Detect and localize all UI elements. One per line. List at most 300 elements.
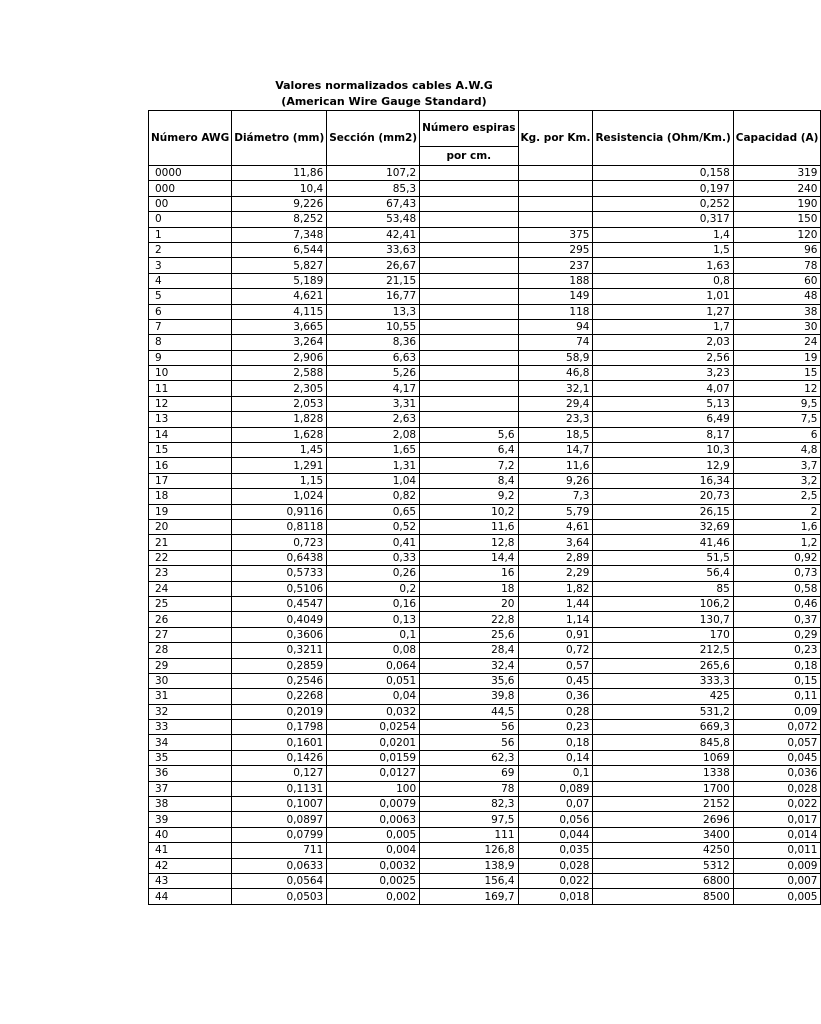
awg-cell: 14 <box>149 427 232 442</box>
seccion-cell: 4,17 <box>327 381 420 396</box>
diametro-cell: 711 <box>232 843 327 858</box>
capacidad-cell: 120 <box>733 227 821 242</box>
resistencia-cell: 1,27 <box>593 304 733 319</box>
espiras-cell: 126,8 <box>420 843 518 858</box>
seccion-cell: 0,1 <box>327 627 420 642</box>
seccion-cell: 1,65 <box>327 443 420 458</box>
espiras-cell: 97,5 <box>420 812 518 827</box>
kg-cell <box>518 196 593 211</box>
awg-cell: 38 <box>149 797 232 812</box>
capacidad-cell: 190 <box>733 196 821 211</box>
table-row <box>149 873 821 888</box>
awg-cell: 29 <box>149 658 232 673</box>
diametro-cell: 0,3211 <box>232 643 327 658</box>
capacidad-cell: 150 <box>733 212 821 227</box>
capacidad-cell: 2 <box>733 504 821 519</box>
table-row <box>149 535 821 550</box>
diametro-cell: 0,4547 <box>232 596 327 611</box>
awg-cell: 000 <box>149 181 232 196</box>
resistencia-cell: 1338 <box>593 766 733 781</box>
resistencia-cell: 2,56 <box>593 350 733 365</box>
awg-cell: 20 <box>149 519 232 534</box>
kg-cell: 0,028 <box>518 858 593 873</box>
seccion-cell: 16,77 <box>327 289 420 304</box>
capacidad-cell: 0,009 <box>733 858 821 873</box>
table-row <box>149 797 821 812</box>
capacidad-cell: 30 <box>733 319 821 334</box>
seccion-cell: 33,63 <box>327 242 420 257</box>
diametro-cell: 4,621 <box>232 289 327 304</box>
resistencia-cell: 5,13 <box>593 396 733 411</box>
awg-cell: 10 <box>149 366 232 381</box>
seccion-cell: 2,08 <box>327 427 420 442</box>
diametro-cell: 0,0897 <box>232 812 327 827</box>
capacidad-cell: 0,23 <box>733 643 821 658</box>
diametro-cell: 0,2019 <box>232 704 327 719</box>
diametro-cell: 0,4049 <box>232 612 327 627</box>
espiras-cell: 12,8 <box>420 535 518 550</box>
header-espiras-unit: por cm. <box>420 147 518 166</box>
awg-cell: 4 <box>149 273 232 288</box>
espiras-cell <box>420 196 518 211</box>
seccion-cell: 42,41 <box>327 227 420 242</box>
diametro-cell: 1,15 <box>232 473 327 488</box>
resistencia-cell: 85 <box>593 581 733 596</box>
resistencia-cell: 1,5 <box>593 242 733 257</box>
header-espiras: Número espiras <box>420 111 518 147</box>
resistencia-cell: 531,2 <box>593 704 733 719</box>
capacidad-cell: 0,18 <box>733 658 821 673</box>
kg-cell: 0,45 <box>518 673 593 688</box>
awg-cell: 35 <box>149 750 232 765</box>
diametro-cell: 0,1131 <box>232 781 327 796</box>
table-row <box>149 643 821 658</box>
kg-cell: 188 <box>518 273 593 288</box>
resistencia-cell: 2152 <box>593 797 733 812</box>
kg-cell: 74 <box>518 335 593 350</box>
awg-cell: 6 <box>149 304 232 319</box>
resistencia-cell: 20,73 <box>593 489 733 504</box>
awg-cell: 28 <box>149 643 232 658</box>
table-row <box>149 889 821 904</box>
kg-cell: 14,7 <box>518 443 593 458</box>
capacidad-cell: 12 <box>733 381 821 396</box>
diametro-cell: 1,024 <box>232 489 327 504</box>
seccion-cell: 8,36 <box>327 335 420 350</box>
capacidad-cell: 19 <box>733 350 821 365</box>
resistencia-cell: 265,6 <box>593 658 733 673</box>
capacidad-cell: 3,2 <box>733 473 821 488</box>
awg-cell: 43 <box>149 873 232 888</box>
espiras-cell: 18 <box>420 581 518 596</box>
seccion-cell: 0,0127 <box>327 766 420 781</box>
diametro-cell: 3,665 <box>232 319 327 334</box>
kg-cell: 0,056 <box>518 812 593 827</box>
seccion-cell: 0,08 <box>327 643 420 658</box>
capacidad-cell: 9,5 <box>733 396 821 411</box>
seccion-cell: 0,0032 <box>327 858 420 873</box>
espiras-cell: 28,4 <box>420 643 518 658</box>
seccion-cell: 0,064 <box>327 658 420 673</box>
espiras-cell: 7,2 <box>420 458 518 473</box>
table-row <box>149 596 821 611</box>
document-title <box>148 78 620 110</box>
table-row <box>149 612 821 627</box>
espiras-cell: 169,7 <box>420 889 518 904</box>
resistencia-cell: 1,63 <box>593 258 733 273</box>
seccion-cell: 0,004 <box>327 843 420 858</box>
diametro-cell: 2,588 <box>232 366 327 381</box>
capacidad-cell: 0,46 <box>733 596 821 611</box>
resistencia-cell: 6,49 <box>593 412 733 427</box>
resistencia-cell: 5312 <box>593 858 733 873</box>
table-row <box>149 166 821 181</box>
resistencia-cell: 26,15 <box>593 504 733 519</box>
awg-cell: 40 <box>149 827 232 842</box>
kg-cell: 118 <box>518 304 593 319</box>
diametro-cell: 0,3606 <box>232 627 327 642</box>
table-row <box>149 273 821 288</box>
kg-cell <box>518 181 593 196</box>
capacidad-cell: 0,73 <box>733 566 821 581</box>
espiras-cell: 16 <box>420 566 518 581</box>
awg-cell: 18 <box>149 489 232 504</box>
awg-cell: 24 <box>149 581 232 596</box>
capacidad-cell: 38 <box>733 304 821 319</box>
diametro-cell: 1,291 <box>232 458 327 473</box>
espiras-cell: 44,5 <box>420 704 518 719</box>
capacidad-cell: 0,017 <box>733 812 821 827</box>
seccion-cell: 100 <box>327 781 420 796</box>
resistencia-cell: 1,7 <box>593 319 733 334</box>
diametro-cell: 0,0564 <box>232 873 327 888</box>
capacidad-cell: 1,2 <box>733 535 821 550</box>
awg-cell: 11 <box>149 381 232 396</box>
awg-cell: 0000 <box>149 166 232 181</box>
kg-cell: 0,089 <box>518 781 593 796</box>
seccion-cell: 0,26 <box>327 566 420 581</box>
awg-cell: 36 <box>149 766 232 781</box>
diametro-cell: 0,723 <box>232 535 327 550</box>
table-row <box>149 181 821 196</box>
resistencia-cell: 8,17 <box>593 427 733 442</box>
diametro-cell: 0,1007 <box>232 797 327 812</box>
table-row <box>149 227 821 242</box>
kg-cell: 1,14 <box>518 612 593 627</box>
espiras-cell: 39,8 <box>420 689 518 704</box>
seccion-cell: 107,2 <box>327 166 420 181</box>
seccion-cell: 0,0201 <box>327 735 420 750</box>
seccion-cell: 0,0079 <box>327 797 420 812</box>
kg-cell: 94 <box>518 319 593 334</box>
diametro-cell: 0,2268 <box>232 689 327 704</box>
kg-cell: 0,07 <box>518 797 593 812</box>
table-row <box>149 258 821 273</box>
seccion-cell: 0,04 <box>327 689 420 704</box>
header-capacidad: Capacidad (A) <box>733 111 821 166</box>
espiras-cell: 9,2 <box>420 489 518 504</box>
diametro-cell: 8,252 <box>232 212 327 227</box>
espiras-cell <box>420 304 518 319</box>
capacidad-cell: 0,007 <box>733 873 821 888</box>
seccion-cell: 0,33 <box>327 550 420 565</box>
seccion-cell: 53,48 <box>327 212 420 227</box>
header-kg: Kg. por Km. <box>518 111 593 166</box>
diametro-cell: 0,1798 <box>232 720 327 735</box>
resistencia-cell: 32,69 <box>593 519 733 534</box>
awg-cell: 16 <box>149 458 232 473</box>
seccion-cell: 0,0063 <box>327 812 420 827</box>
resistencia-cell: 51,5 <box>593 550 733 565</box>
awg-cell: 26 <box>149 612 232 627</box>
kg-cell: 0,91 <box>518 627 593 642</box>
awg-cell: 17 <box>149 473 232 488</box>
seccion-cell: 0,52 <box>327 519 420 534</box>
resistencia-cell: 4,07 <box>593 381 733 396</box>
resistencia-cell: 10,3 <box>593 443 733 458</box>
awg-cell: 00 <box>149 196 232 211</box>
capacidad-cell: 6 <box>733 427 821 442</box>
espiras-cell: 32,4 <box>420 658 518 673</box>
espiras-cell <box>420 335 518 350</box>
header-seccion: Sección (mm2) <box>327 111 420 166</box>
capacidad-cell: 0,028 <box>733 781 821 796</box>
espiras-cell <box>420 181 518 196</box>
kg-cell: 18,5 <box>518 427 593 442</box>
capacidad-cell: 48 <box>733 289 821 304</box>
capacidad-cell: 0,057 <box>733 735 821 750</box>
capacidad-cell: 0,09 <box>733 704 821 719</box>
kg-cell: 1,44 <box>518 596 593 611</box>
resistencia-cell: 0,252 <box>593 196 733 211</box>
resistencia-cell: 106,2 <box>593 596 733 611</box>
capacidad-cell: 240 <box>733 181 821 196</box>
espiras-cell <box>420 412 518 427</box>
kg-cell: 1,82 <box>518 581 593 596</box>
diametro-cell: 0,2546 <box>232 673 327 688</box>
seccion-cell: 2,63 <box>327 412 420 427</box>
resistencia-cell: 1,4 <box>593 227 733 242</box>
diametro-cell: 0,0799 <box>232 827 327 842</box>
capacidad-cell: 0,022 <box>733 797 821 812</box>
espiras-cell: 10,2 <box>420 504 518 519</box>
resistencia-cell: 0,317 <box>593 212 733 227</box>
seccion-cell: 0,032 <box>327 704 420 719</box>
espiras-cell <box>420 366 518 381</box>
table-row <box>149 812 821 827</box>
espiras-cell <box>420 381 518 396</box>
kg-cell: 0,022 <box>518 873 593 888</box>
espiras-cell: 8,4 <box>420 473 518 488</box>
awg-cell: 30 <box>149 673 232 688</box>
table-row <box>149 658 821 673</box>
seccion-cell: 21,15 <box>327 273 420 288</box>
kg-cell: 0,018 <box>518 889 593 904</box>
espiras-cell: 11,6 <box>420 519 518 534</box>
kg-cell: 0,1 <box>518 766 593 781</box>
diametro-cell: 2,305 <box>232 381 327 396</box>
capacidad-cell: 2,5 <box>733 489 821 504</box>
diametro-cell: 5,827 <box>232 258 327 273</box>
table-row <box>149 473 821 488</box>
resistencia-cell: 845,8 <box>593 735 733 750</box>
seccion-cell: 0,005 <box>327 827 420 842</box>
capacidad-cell: 319 <box>733 166 821 181</box>
espiras-cell <box>420 273 518 288</box>
capacidad-cell: 0,011 <box>733 843 821 858</box>
table-row <box>149 720 821 735</box>
kg-cell: 149 <box>518 289 593 304</box>
awg-cell: 34 <box>149 735 232 750</box>
espiras-cell: 56 <box>420 720 518 735</box>
awg-cell: 21 <box>149 535 232 550</box>
seccion-cell: 10,55 <box>327 319 420 334</box>
diametro-cell: 1,628 <box>232 427 327 442</box>
kg-cell: 29,4 <box>518 396 593 411</box>
resistencia-cell: 212,5 <box>593 643 733 658</box>
resistencia-cell: 3,23 <box>593 366 733 381</box>
diametro-cell: 0,2859 <box>232 658 327 673</box>
awg-cell: 12 <box>149 396 232 411</box>
seccion-cell: 0,0254 <box>327 720 420 735</box>
table-row <box>149 350 821 365</box>
espiras-cell: 22,8 <box>420 612 518 627</box>
kg-cell <box>518 212 593 227</box>
table-row <box>149 304 821 319</box>
espiras-cell <box>420 227 518 242</box>
awg-cell: 5 <box>149 289 232 304</box>
title-line-1: Valores normalizados cables A.W.G <box>275 79 493 92</box>
espiras-cell <box>420 396 518 411</box>
capacidad-cell: 0,045 <box>733 750 821 765</box>
espiras-cell: 62,3 <box>420 750 518 765</box>
resistencia-cell: 16,34 <box>593 473 733 488</box>
seccion-cell: 0,2 <box>327 581 420 596</box>
awg-cell: 41 <box>149 843 232 858</box>
kg-cell: 2,29 <box>518 566 593 581</box>
seccion-cell: 67,43 <box>327 196 420 211</box>
resistencia-cell: 56,4 <box>593 566 733 581</box>
table-row <box>149 781 821 796</box>
kg-cell: 3,64 <box>518 535 593 550</box>
table-row <box>149 504 821 519</box>
espiras-cell: 20 <box>420 596 518 611</box>
seccion-cell: 1,31 <box>327 458 420 473</box>
kg-cell: 0,28 <box>518 704 593 719</box>
seccion-cell: 0,002 <box>327 889 420 904</box>
seccion-cell: 0,051 <box>327 673 420 688</box>
seccion-cell: 0,13 <box>327 612 420 627</box>
kg-cell: 295 <box>518 242 593 257</box>
table-row <box>149 750 821 765</box>
diametro-cell: 4,115 <box>232 304 327 319</box>
awg-cell: 8 <box>149 335 232 350</box>
resistencia-cell: 1700 <box>593 781 733 796</box>
table-row <box>149 427 821 442</box>
resistencia-cell: 1,01 <box>593 289 733 304</box>
table-row <box>149 843 821 858</box>
espiras-cell <box>420 289 518 304</box>
resistencia-cell: 0,197 <box>593 181 733 196</box>
diametro-cell: 0,9116 <box>232 504 327 519</box>
table-row <box>149 335 821 350</box>
kg-cell: 0,57 <box>518 658 593 673</box>
resistencia-cell: 1069 <box>593 750 733 765</box>
resistencia-cell: 669,3 <box>593 720 733 735</box>
kg-cell: 11,6 <box>518 458 593 473</box>
espiras-cell <box>420 258 518 273</box>
espiras-cell: 5,6 <box>420 427 518 442</box>
table-row <box>149 412 821 427</box>
kg-cell: 0,18 <box>518 735 593 750</box>
resistencia-cell: 130,7 <box>593 612 733 627</box>
resistencia-cell: 41,46 <box>593 535 733 550</box>
seccion-cell: 0,0159 <box>327 750 420 765</box>
diametro-cell: 10,4 <box>232 181 327 196</box>
seccion-cell: 26,67 <box>327 258 420 273</box>
espiras-cell: 78 <box>420 781 518 796</box>
awg-cell: 31 <box>149 689 232 704</box>
capacidad-cell: 15 <box>733 366 821 381</box>
awg-cell: 25 <box>149 596 232 611</box>
table-row <box>149 766 821 781</box>
table-body <box>149 166 821 905</box>
seccion-cell: 5,26 <box>327 366 420 381</box>
resistencia-cell: 12,9 <box>593 458 733 473</box>
table-row <box>149 458 821 473</box>
diametro-cell: 1,45 <box>232 443 327 458</box>
awg-cell: 33 <box>149 720 232 735</box>
resistencia-cell: 8500 <box>593 889 733 904</box>
capacidad-cell: 0,014 <box>733 827 821 842</box>
capacidad-cell: 0,15 <box>733 673 821 688</box>
awg-cell: 23 <box>149 566 232 581</box>
capacidad-cell: 96 <box>733 242 821 257</box>
kg-cell: 0,14 <box>518 750 593 765</box>
kg-cell: 0,044 <box>518 827 593 842</box>
kg-cell: 5,79 <box>518 504 593 519</box>
capacidad-cell: 3,7 <box>733 458 821 473</box>
diametro-cell: 11,86 <box>232 166 327 181</box>
diametro-cell: 0,5733 <box>232 566 327 581</box>
table-row <box>149 827 821 842</box>
seccion-cell: 13,3 <box>327 304 420 319</box>
capacidad-cell: 24 <box>733 335 821 350</box>
espiras-cell: 138,9 <box>420 858 518 873</box>
resistencia-cell: 4250 <box>593 843 733 858</box>
kg-cell: 237 <box>518 258 593 273</box>
resistencia-cell: 0,8 <box>593 273 733 288</box>
table-row <box>149 581 821 596</box>
diametro-cell: 0,127 <box>232 766 327 781</box>
resistencia-cell: 6800 <box>593 873 733 888</box>
seccion-cell: 0,65 <box>327 504 420 519</box>
diametro-cell: 5,189 <box>232 273 327 288</box>
capacidad-cell: 0,29 <box>733 627 821 642</box>
espiras-cell: 156,4 <box>420 873 518 888</box>
title-line-2: (American Wire Gauge Standard) <box>281 95 487 108</box>
awg-cell: 27 <box>149 627 232 642</box>
diametro-cell: 2,906 <box>232 350 327 365</box>
espiras-cell <box>420 319 518 334</box>
capacidad-cell: 60 <box>733 273 821 288</box>
espiras-cell: 111 <box>420 827 518 842</box>
seccion-cell: 0,82 <box>327 489 420 504</box>
espiras-cell <box>420 166 518 181</box>
table-row <box>149 489 821 504</box>
kg-cell: 0,36 <box>518 689 593 704</box>
capacidad-cell: 0,072 <box>733 720 821 735</box>
